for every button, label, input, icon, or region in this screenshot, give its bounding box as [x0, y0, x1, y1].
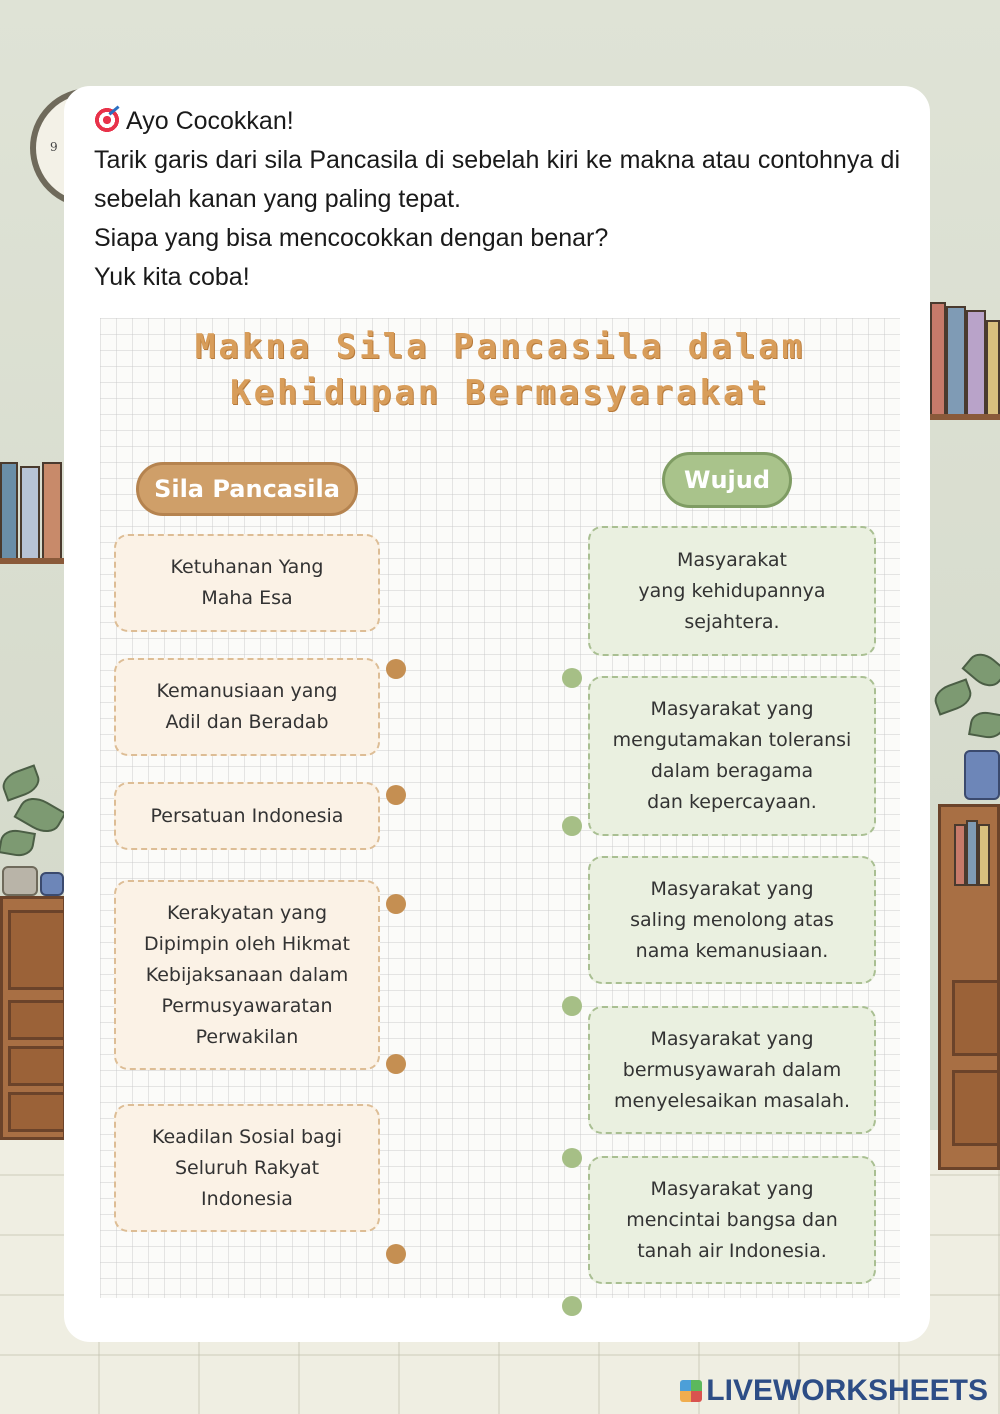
wujud-item-2 — [588, 676, 876, 836]
green-dot-icon[interactable] — [562, 1148, 582, 1168]
wujud-item-label: Masyarakat yang mengutamakan toleransi dalam beragama dan kepercayaan. — [612, 698, 852, 813]
brown-dot-icon[interactable] — [386, 659, 406, 679]
wujud-item-label: Masyarakat yang mencintai bangsa dan tanah air Indonesia. — [626, 1177, 838, 1262]
sila-item-4 — [114, 880, 380, 1070]
sila-item-label: Kerakyatan yang Dipimpin oleh Hikmat Kebijaksanaan dalam Permusyawaratan Perwakilan — [143, 901, 351, 1048]
instructions — [94, 102, 900, 297]
green-dot-icon[interactable] — [562, 816, 582, 836]
green-dot-icon[interactable] — [562, 996, 582, 1016]
worksheet-title-line-2: Kehidupan Bermasyarakat — [230, 373, 770, 413]
brown-dot-icon[interactable] — [386, 1054, 406, 1074]
wujud-item-label: Masyarakat yang bermusyawarah dalam menyelesaikan masalah. — [613, 1027, 851, 1112]
brown-dot-icon[interactable] — [386, 785, 406, 805]
sila-item-5 — [114, 1104, 380, 1232]
sila-item-3 — [114, 782, 380, 850]
instructions-line-1: Tarik garis dari sila Pancasila di sebelah kiri ke makna atau contohnya di sebelah kanan yang paling tepat. — [94, 146, 900, 213]
sila-item-1 — [114, 534, 380, 632]
left-column-header: Sila Pancasila — [136, 462, 358, 516]
wujud-item-label: Masyarakat yang kehidupannya sejahtera. — [638, 548, 826, 633]
sila-item-label: Kemanusiaan yang Adil dan Beradab — [156, 680, 338, 733]
wujud-item-4 — [588, 1006, 876, 1134]
wujud-item-5 — [588, 1156, 876, 1284]
worksheet-title-line-1: Makna Sila Pancasila dalam — [194, 327, 806, 367]
wujud-item-1 — [588, 526, 876, 656]
sila-item-label: Persatuan Indonesia — [150, 804, 344, 827]
wujud-item-3 — [588, 856, 876, 984]
brown-dot-icon[interactable] — [386, 1244, 406, 1264]
instructions-heading: Ayo Cocokkan! — [126, 107, 294, 135]
wall-clock-icon: 9 — [30, 88, 150, 208]
sila-item-label: Keadilan Sosial bagi Seluruh Rakyat Indonesia — [151, 1125, 343, 1210]
liveworksheets-logo-icon — [680, 1380, 702, 1402]
brand-name: LIVEWORKSHEETS — [706, 1374, 988, 1407]
wujud-item-label: Masyarakat yang saling menolong atas nama kemanusiaan. — [630, 877, 834, 962]
green-dot-icon[interactable] — [562, 668, 582, 688]
worksheet-title — [100, 324, 900, 416]
right-column-header: Wujud — [662, 452, 792, 508]
instructions-line-2: Siapa yang bisa mencocokkan dengan benar? — [94, 224, 609, 252]
sila-item-2 — [114, 658, 380, 756]
liveworksheets-logo — [680, 1374, 988, 1408]
target-icon — [94, 107, 120, 133]
brown-dot-icon[interactable] — [386, 894, 406, 914]
instructions-line-3: Yuk kita coba! — [94, 263, 250, 291]
sila-item-label: Ketuhanan Yang Maha Esa — [170, 556, 324, 609]
matching-worksheet — [100, 318, 900, 1298]
green-dot-icon[interactable] — [562, 1296, 582, 1316]
worksheet-card — [64, 86, 930, 1342]
